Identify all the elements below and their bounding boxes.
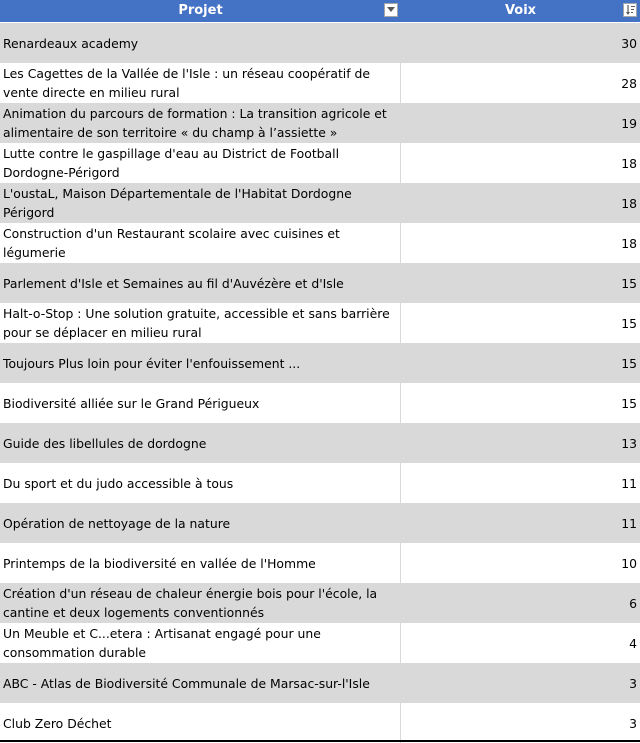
voix-cell[interactable]: [401, 463, 640, 503]
table-row: [0, 23, 640, 63]
projet-cell[interactable]: [0, 583, 401, 623]
column-header-voix: [401, 0, 640, 22]
voix-cell[interactable]: [401, 543, 640, 583]
projet-cell[interactable]: [0, 223, 401, 263]
table-row: [0, 103, 640, 143]
table-row: [0, 143, 640, 183]
voix-value: 15: [621, 395, 637, 411]
projet-cell[interactable]: [0, 423, 401, 463]
voix-cell[interactable]: [401, 383, 640, 423]
projet-cell[interactable]: [0, 303, 401, 343]
voix-value: 11: [621, 515, 637, 531]
voix-value: 4: [629, 635, 637, 651]
projet-text: Création d'un réseau de chaleur énergie bois pour l'école, la cantine et deux logements conventionnés: [3, 586, 378, 620]
voix-value: 30: [621, 35, 637, 51]
projet-cell[interactable]: [0, 703, 401, 743]
voix-cell[interactable]: [401, 703, 640, 743]
projet-text: Opération de nettoyage de la nature: [3, 515, 231, 531]
voix-cell[interactable]: [401, 583, 640, 623]
projet-text: Club Zero Déchet: [3, 715, 112, 731]
sort-descending-icon[interactable]: [623, 3, 637, 17]
voix-value: 18: [621, 195, 637, 211]
voix-cell[interactable]: [401, 223, 640, 263]
table-row: [0, 663, 640, 703]
voix-value: 3: [629, 715, 637, 731]
table-row: [0, 583, 640, 623]
voix-cell[interactable]: [401, 423, 640, 463]
voix-value: 3: [629, 675, 637, 691]
voix-cell[interactable]: [401, 503, 640, 543]
column-header-projet: [0, 0, 401, 22]
projet-cell[interactable]: [0, 663, 401, 703]
column-header-projet-label: Projet: [178, 3, 223, 18]
projet-text: Renardeaux academy: [3, 35, 139, 51]
voix-cell[interactable]: [401, 103, 640, 143]
voix-cell[interactable]: [401, 23, 640, 63]
projet-cell[interactable]: [0, 23, 401, 63]
projet-text: Lutte contre le gaspillage d'eau au District de Football Dordogne-Périgord: [3, 146, 340, 180]
table-row: [0, 303, 640, 343]
table-row: [0, 383, 640, 423]
voix-value: 28: [621, 75, 637, 91]
voix-value: 19: [621, 115, 637, 131]
table-row: [0, 223, 640, 263]
voix-value: 18: [621, 155, 637, 171]
voix-cell[interactable]: [401, 343, 640, 383]
voix-value: 10: [621, 555, 637, 571]
voix-value: 15: [621, 355, 637, 371]
table-row: [0, 703, 640, 743]
voix-cell[interactable]: [401, 63, 640, 103]
projet-text: Un Meuble et C...etera : Artisanat engagé pour une consommation durable: [3, 626, 321, 660]
projet-cell[interactable]: [0, 463, 401, 503]
table-row: [0, 343, 640, 383]
voix-value: 11: [621, 475, 637, 491]
projet-cell[interactable]: [0, 503, 401, 543]
projet-cell[interactable]: [0, 63, 401, 103]
projet-text: Biodiversité alliée sur le Grand Périgueux: [3, 395, 260, 411]
projet-cell[interactable]: [0, 263, 401, 303]
projet-cell[interactable]: [0, 143, 401, 183]
projet-text: L'oustaL, Maison Départementale de l'Habitat Dordogne Périgord: [3, 186, 352, 220]
dropdown-arrow-icon[interactable]: [384, 3, 398, 17]
table-header: [0, 0, 640, 23]
table-row: [0, 543, 640, 583]
voix-value: 15: [621, 315, 637, 331]
voix-value: 6: [629, 595, 637, 611]
projet-cell[interactable]: [0, 183, 401, 223]
voix-value: 15: [621, 275, 637, 291]
projet-text: Construction d'un Restaurant scolaire avec cuisines et légumerie: [3, 226, 340, 260]
voix-cell[interactable]: [401, 263, 640, 303]
voix-cell[interactable]: [401, 303, 640, 343]
voix-cell[interactable]: [401, 663, 640, 703]
table-row: [0, 63, 640, 103]
projet-text: Printemps de la biodiversité en vallée de l'Homme: [3, 555, 316, 571]
voix-cell[interactable]: [401, 183, 640, 223]
projet-cell[interactable]: [0, 623, 401, 663]
table-row: [0, 183, 640, 223]
table-body: [0, 23, 640, 743]
projet-cell[interactable]: [0, 383, 401, 423]
projet-text: Toujours Plus loin pour éviter l'enfouissement ...: [3, 355, 301, 371]
projet-cell[interactable]: [0, 343, 401, 383]
voix-cell[interactable]: [401, 623, 640, 663]
projet-text: Parlement d'Isle et Semaines au fil d'Auvézère et d'Isle: [3, 275, 344, 291]
voix-cell[interactable]: [401, 143, 640, 183]
projet-text: Du sport et du judo accessible à tous: [3, 475, 234, 491]
projet-text: Halt-o-Stop : Une solution gratuite, accessible et sans barrière pour se déplacer en milieu rural: [3, 306, 390, 340]
voix-value: 13: [621, 435, 637, 451]
projet-cell[interactable]: [0, 543, 401, 583]
table-row: [0, 463, 640, 503]
projet-text: ABC - Atlas de Biodiversité Communale de Marsac-sur-l'Isle: [3, 675, 370, 691]
projet-text: Guide des libellules de dordogne: [3, 435, 207, 451]
projet-text: Animation du parcours de formation : La transition agricole et alimentaire de son territoire « du champ à l’assiette »: [3, 106, 387, 140]
voix-value: 18: [621, 235, 637, 251]
table-row: [0, 263, 640, 303]
table-row: [0, 423, 640, 463]
column-header-voix-label: Voix: [504, 3, 537, 18]
table-row: [0, 503, 640, 543]
projet-cell[interactable]: [0, 103, 401, 143]
table-row: [0, 623, 640, 663]
projet-text: Les Cagettes de la Vallée de l'Isle : un réseau coopératif de vente directe en milieu rural: [3, 66, 371, 100]
